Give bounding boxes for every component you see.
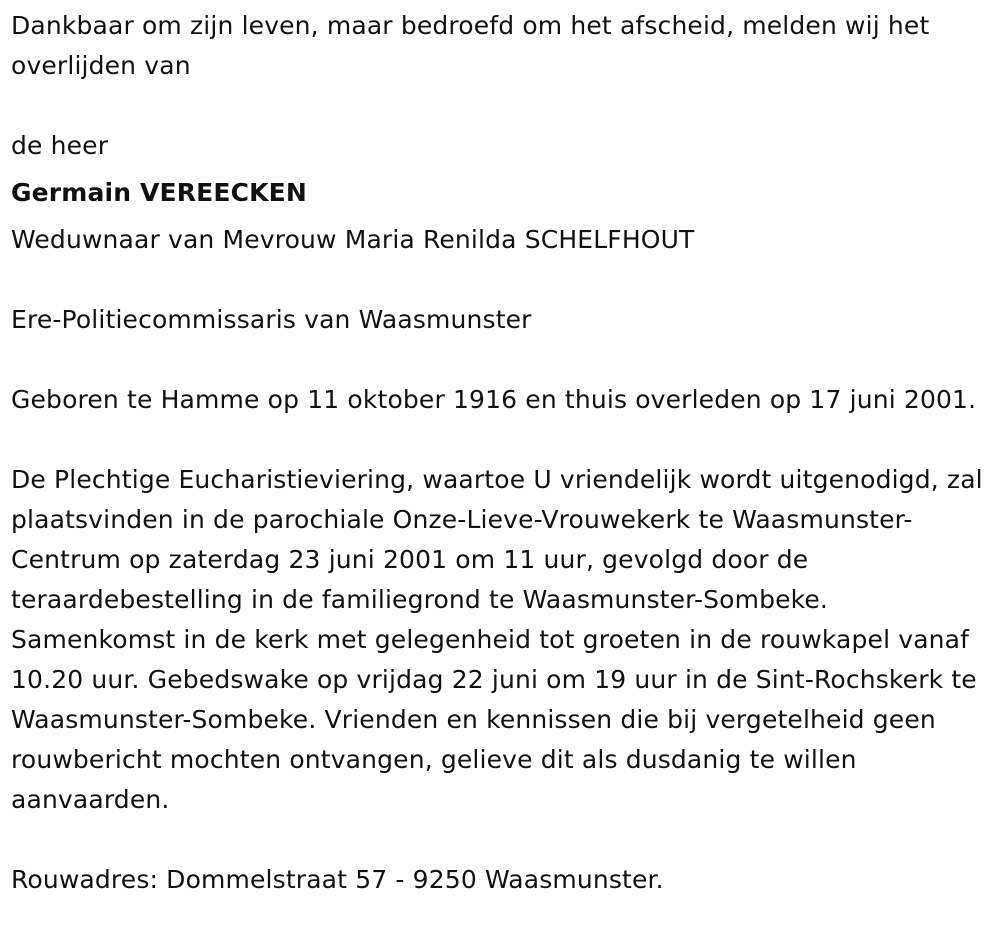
spacer: [11, 260, 996, 300]
spacer: [11, 86, 996, 126]
honorary-title: Ere-Politiecommissaris van Waasmunster: [11, 305, 532, 334]
intro-text: Dankbaar om zijn leven, maar bedroefd om het afscheid, melden wij het overlijden van: [11, 11, 930, 80]
deceased-name: Germain VEREECKEN: [11, 178, 307, 207]
salutation: de heer: [11, 131, 109, 160]
spacer: [11, 820, 996, 860]
death-notice: [11, 6, 996, 900]
address-text: Rouwadres: Dommelstraat 57 - 9250 Waasmunster.: [11, 865, 664, 894]
ceremony-text: De Plechtige Eucharistieviering, waartoe U vriendelijk wordt uitgenodigd, zal plaatsvinden in de parochiale Onze-Lieve-Vrouwekerk te Waasmunster-Centrum op zaterdag 23 juni 2001 om 11 uur, gevolgd door de teraardebestelling in de familiegrond te Waasmunster-Sombeke. Samenkomst in de kerk met gelegenheid tot groeten in de rouwkapel vanaf 10.20 uur. Gebedswake op vrijdag 22 juni om 19 uur in de Sint-Rochskerk te Waasmunster-Sombeke. Vrienden en kennissen die bij vergetelheid geen rouwbericht mochten ontvangen, gelieve dit als dusdanig te willen aanvaarden.: [11, 465, 983, 814]
spacer: [11, 420, 996, 460]
birth-death-text: Geboren te Hamme op 11 oktober 1916 en thuis overleden op 17 juni 2001.: [11, 385, 977, 414]
relation-text: Weduwnaar van Mevrouw Maria Renilda SCHELFHOUT: [11, 225, 695, 254]
spacer: [11, 340, 996, 380]
